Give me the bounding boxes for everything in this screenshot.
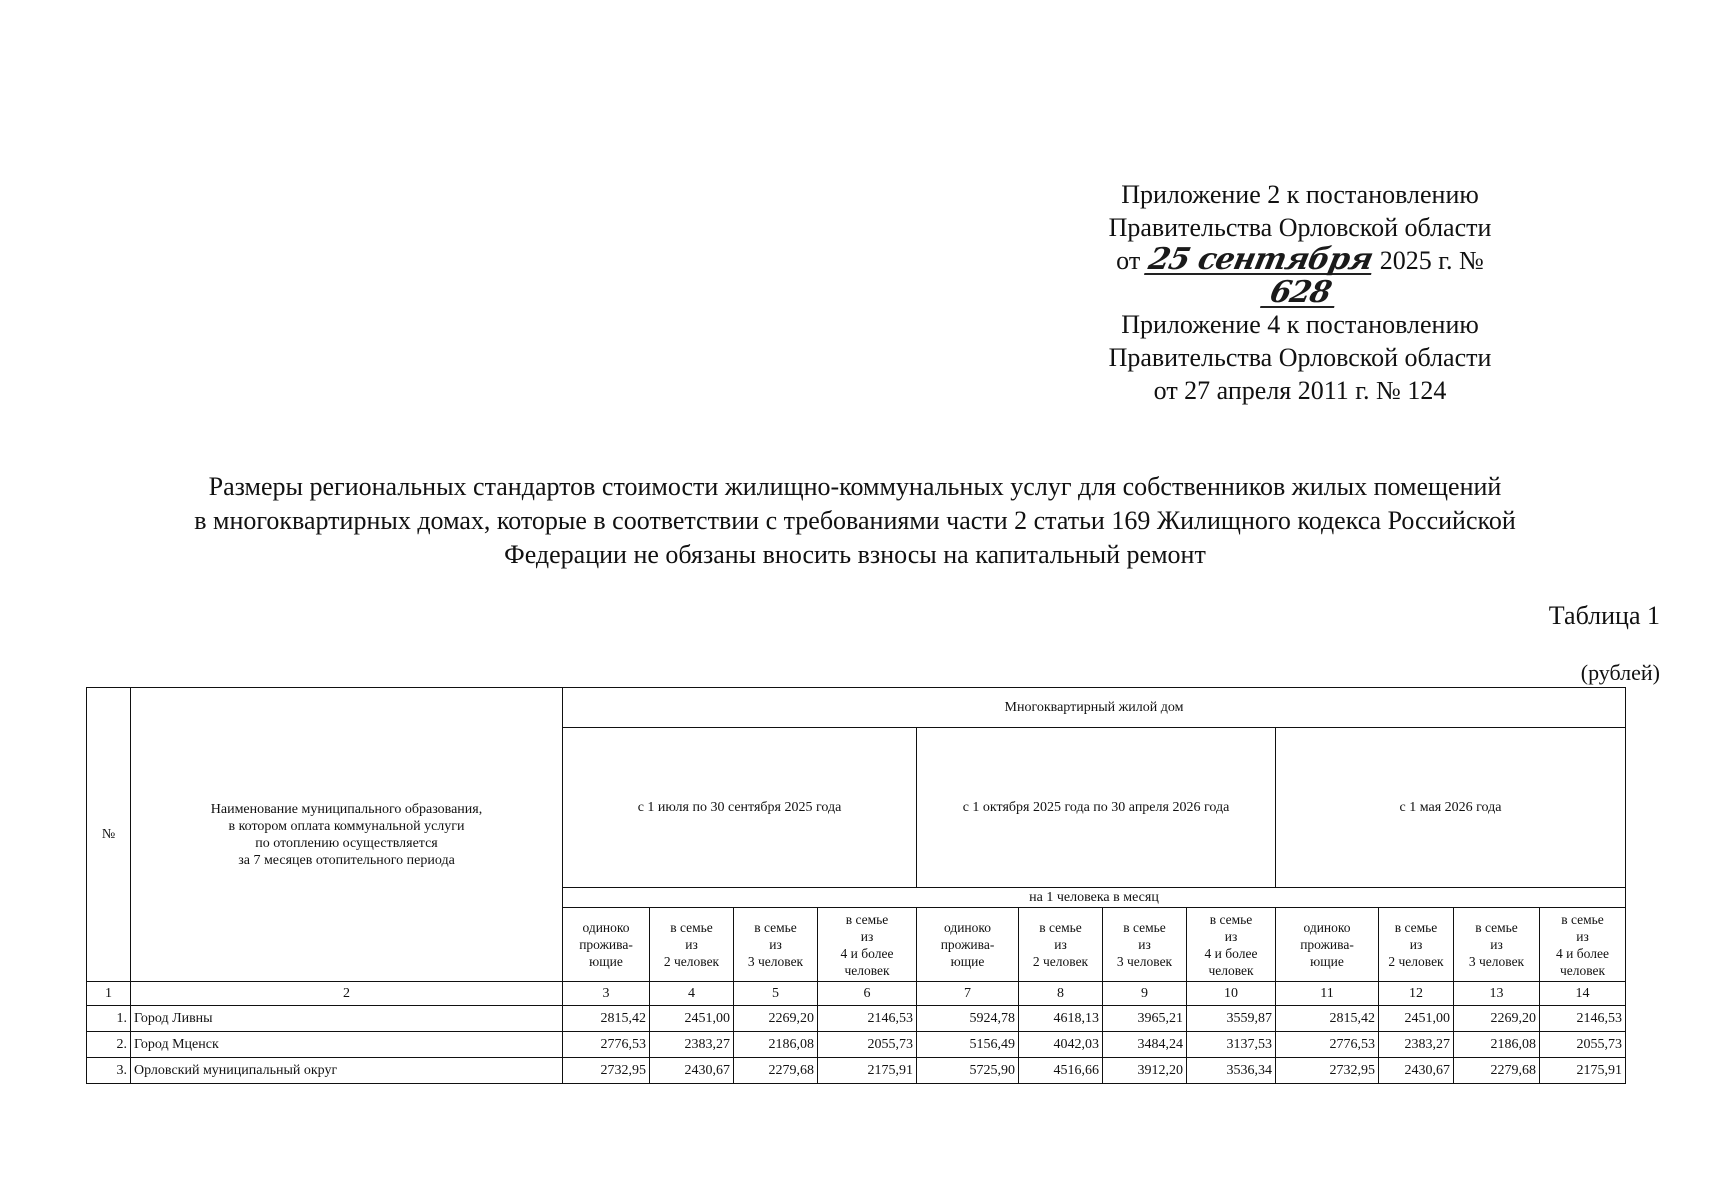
subheader-line: из	[1490, 937, 1503, 952]
value-cell: 3912,20	[1103, 1058, 1187, 1084]
subheader-line: ющие	[589, 954, 623, 969]
value-cell: 2279,68	[734, 1058, 818, 1084]
header-name-line: по отоплению осуществляется	[255, 835, 438, 851]
title-line1: Размеры региональных стандартов стоимости жилищно-коммунальных услуг для собственников жилых помещений	[208, 472, 1502, 501]
value-cell: 2055,73	[1540, 1032, 1626, 1058]
value-cell: 5725,90	[917, 1058, 1019, 1084]
value-cell: 2269,20	[734, 1006, 818, 1032]
subheader-line: 4 и более	[840, 945, 894, 961]
column-number-cell: 5	[734, 982, 818, 1006]
rates-table	[86, 687, 1626, 1084]
appendix-4-line2: Правительства Орловской области	[1108, 343, 1492, 372]
subheader-line: из	[1409, 937, 1423, 952]
subheader-line: из	[1224, 928, 1238, 944]
subheader-line: человек	[844, 962, 890, 978]
subheader-line: в семье	[1475, 920, 1518, 935]
subheader-cell	[818, 908, 917, 982]
table-body	[87, 982, 1626, 1084]
handwritten-number: 628	[1260, 280, 1340, 308]
subheader-line: одиноко	[1303, 920, 1351, 935]
value-cell: 2776,53	[563, 1032, 650, 1058]
handwritten-date: 25 сентября	[1145, 242, 1376, 277]
value-cell: 2279,68	[1454, 1058, 1540, 1084]
subheader-line: из	[685, 937, 698, 952]
subheader-line: из	[1138, 937, 1151, 952]
value-cell: 3137,53	[1187, 1032, 1276, 1058]
row-number-cell: 1.	[87, 1006, 131, 1032]
value-cell: 2732,95	[563, 1058, 650, 1084]
subheader-line: ющие	[950, 954, 985, 969]
subheader-cell	[1379, 908, 1454, 982]
value-cell: 2815,42	[1276, 1006, 1379, 1032]
subheader-line: в семье	[1123, 920, 1166, 935]
value-cell: 2383,27	[650, 1032, 734, 1058]
value-cell: 5156,49	[917, 1032, 1019, 1058]
subheader-line: в семье	[1561, 911, 1604, 927]
municipality-name-cell: Орловский муниципальный округ	[131, 1058, 563, 1084]
value-cell: 2175,91	[818, 1058, 917, 1084]
table-row	[87, 1032, 1626, 1058]
municipality-name-cell: Город Мценск	[131, 1032, 563, 1058]
appendix-2-line3	[1080, 244, 1520, 310]
column-number-cell: 1	[87, 982, 131, 1006]
subheader-line: в семье	[845, 911, 889, 927]
subheader-line: в семье	[1209, 911, 1253, 927]
value-cell: 3965,21	[1103, 1006, 1187, 1032]
subheader-line: из	[1576, 928, 1589, 944]
value-cell: 4516,66	[1019, 1058, 1103, 1084]
header-period-3: с 1 мая 2026 года	[1276, 728, 1626, 888]
header-unit: на 1 человека в месяц	[563, 888, 1626, 908]
column-number-cell: 7	[917, 982, 1019, 1006]
subheader-line: 2 человек	[1388, 954, 1444, 969]
subheader-line: ющие	[1310, 954, 1344, 969]
subheader-cell	[1019, 908, 1103, 982]
subheader-cell	[1187, 908, 1276, 982]
value-cell: 3559,87	[1187, 1006, 1276, 1032]
subheader-line: прожива-	[1300, 937, 1354, 952]
column-numbers-row	[87, 982, 1626, 1006]
subheader-line: в семье	[754, 920, 797, 935]
value-cell: 2451,00	[650, 1006, 734, 1032]
subheader-line: из	[860, 928, 874, 944]
subheader-cell	[1103, 908, 1187, 982]
value-cell: 2186,08	[1454, 1032, 1540, 1058]
header-name-line: за 7 месяцев отопительного периода	[238, 852, 455, 868]
subheader-cell	[1276, 908, 1379, 982]
subheader-cell	[734, 908, 818, 982]
value-cell: 2776,53	[1276, 1032, 1379, 1058]
value-cell: 3484,24	[1103, 1032, 1187, 1058]
subheader-line: 4 и более	[1204, 945, 1258, 961]
column-number-cell: 10	[1187, 982, 1276, 1006]
value-cell: 4042,03	[1019, 1032, 1103, 1058]
subheader-cell	[1454, 908, 1540, 982]
column-number-cell: 12	[1379, 982, 1454, 1006]
value-cell: 2055,73	[818, 1032, 917, 1058]
subheader-cell	[917, 908, 1019, 982]
value-cell: 2430,67	[650, 1058, 734, 1084]
value-cell: 2175,91	[1540, 1058, 1626, 1084]
subheader-line: 3 человек	[747, 954, 804, 969]
value-cell: 5924,78	[917, 1006, 1019, 1032]
value-cell: 2732,95	[1276, 1058, 1379, 1084]
value-cell: 2269,20	[1454, 1006, 1540, 1032]
appendix-4-line3: от 27 апреля 2011 г. № 124	[1153, 376, 1447, 405]
subheader-cell	[650, 908, 734, 982]
appendix-2-line1: Приложение 2 к постановлению	[1121, 180, 1479, 209]
subheader-line: одиноко	[943, 920, 992, 935]
subheader-line: 2 человек	[663, 954, 720, 969]
value-cell: 2383,27	[1379, 1032, 1454, 1058]
units-label: (рублей)	[1580, 660, 1660, 685]
subheader-cell	[1540, 908, 1626, 982]
column-number-cell: 9	[1103, 982, 1187, 1006]
column-number-cell: 4	[650, 982, 734, 1006]
subheader-line: в семье	[1039, 920, 1082, 935]
subheader-cell	[563, 908, 650, 982]
header-no: №	[87, 688, 131, 982]
row-number-cell: 2.	[87, 1032, 131, 1058]
header-name	[131, 688, 563, 982]
subheader-line: из	[1054, 937, 1067, 952]
column-number-cell: 3	[563, 982, 650, 1006]
header-name-line: Наименование муниципального образования,	[210, 801, 483, 817]
value-cell: 2186,08	[734, 1032, 818, 1058]
title-line2: в многоквартирных домах, которые в соответствии с требованиями части 2 статьи 169 Жилищного кодекса Российской	[194, 506, 1516, 535]
title-line3: Федерации не обязаны вносить взносы на капитальный ремонт	[504, 540, 1206, 569]
column-number-cell: 13	[1454, 982, 1540, 1006]
appendix-2-year: 2025 г. №	[1379, 246, 1484, 275]
subheader-line: в семье	[670, 920, 713, 935]
column-number-cell: 2	[131, 982, 563, 1006]
value-cell: 4618,13	[1019, 1006, 1103, 1032]
subheader-line: в семье	[1394, 920, 1438, 935]
value-cell: 3536,34	[1187, 1058, 1276, 1084]
appendix-2-prefix: от	[1116, 246, 1141, 275]
appendix-4-line1: Приложение 4 к постановлению	[1121, 310, 1479, 339]
column-number-cell: 11	[1276, 982, 1379, 1006]
value-cell: 2815,42	[563, 1006, 650, 1032]
document-title	[100, 470, 1610, 572]
header-group: Многоквартирный жилой дом	[563, 688, 1626, 728]
table-label: Таблица 1	[1548, 601, 1660, 630]
row-number-cell: 3.	[87, 1058, 131, 1084]
subheader-line: человек	[1208, 962, 1254, 978]
appendix-2-block	[1080, 178, 1520, 310]
subheader-line: человек	[1559, 962, 1606, 978]
column-number-cell: 8	[1019, 982, 1103, 1006]
header-period-2: с 1 октября 2025 года по 30 апреля 2026 года	[917, 728, 1276, 888]
header-name-line: в котором оплата коммунальной услуги	[228, 818, 465, 834]
municipality-name-cell: Город Ливны	[131, 1006, 563, 1032]
subheader-line: 4 и более	[1556, 945, 1609, 961]
subheader-line: из	[769, 937, 782, 952]
column-number-cell: 14	[1540, 982, 1626, 1006]
header-period-1: с 1 июля по 30 сентября 2025 года	[563, 728, 917, 888]
subheader-line: 3 человек	[1116, 954, 1173, 969]
table-row	[87, 1006, 1626, 1032]
appendix-2-line2: Правительства Орловской области	[1108, 213, 1492, 242]
appendix-4-block	[1080, 308, 1520, 407]
value-cell: 2451,00	[1379, 1006, 1454, 1032]
table-row	[87, 1058, 1626, 1084]
column-number-cell: 6	[818, 982, 917, 1006]
value-cell: 2146,53	[818, 1006, 917, 1032]
value-cell: 2146,53	[1540, 1006, 1626, 1032]
value-cell: 2430,67	[1379, 1058, 1454, 1084]
subheader-line: 2 человек	[1032, 954, 1089, 969]
subheader-line: 3 человек	[1468, 954, 1525, 969]
subheader-line: одиноко	[582, 920, 630, 935]
subheader-line: прожива-	[579, 937, 633, 952]
subheader-line: прожива-	[940, 937, 995, 952]
